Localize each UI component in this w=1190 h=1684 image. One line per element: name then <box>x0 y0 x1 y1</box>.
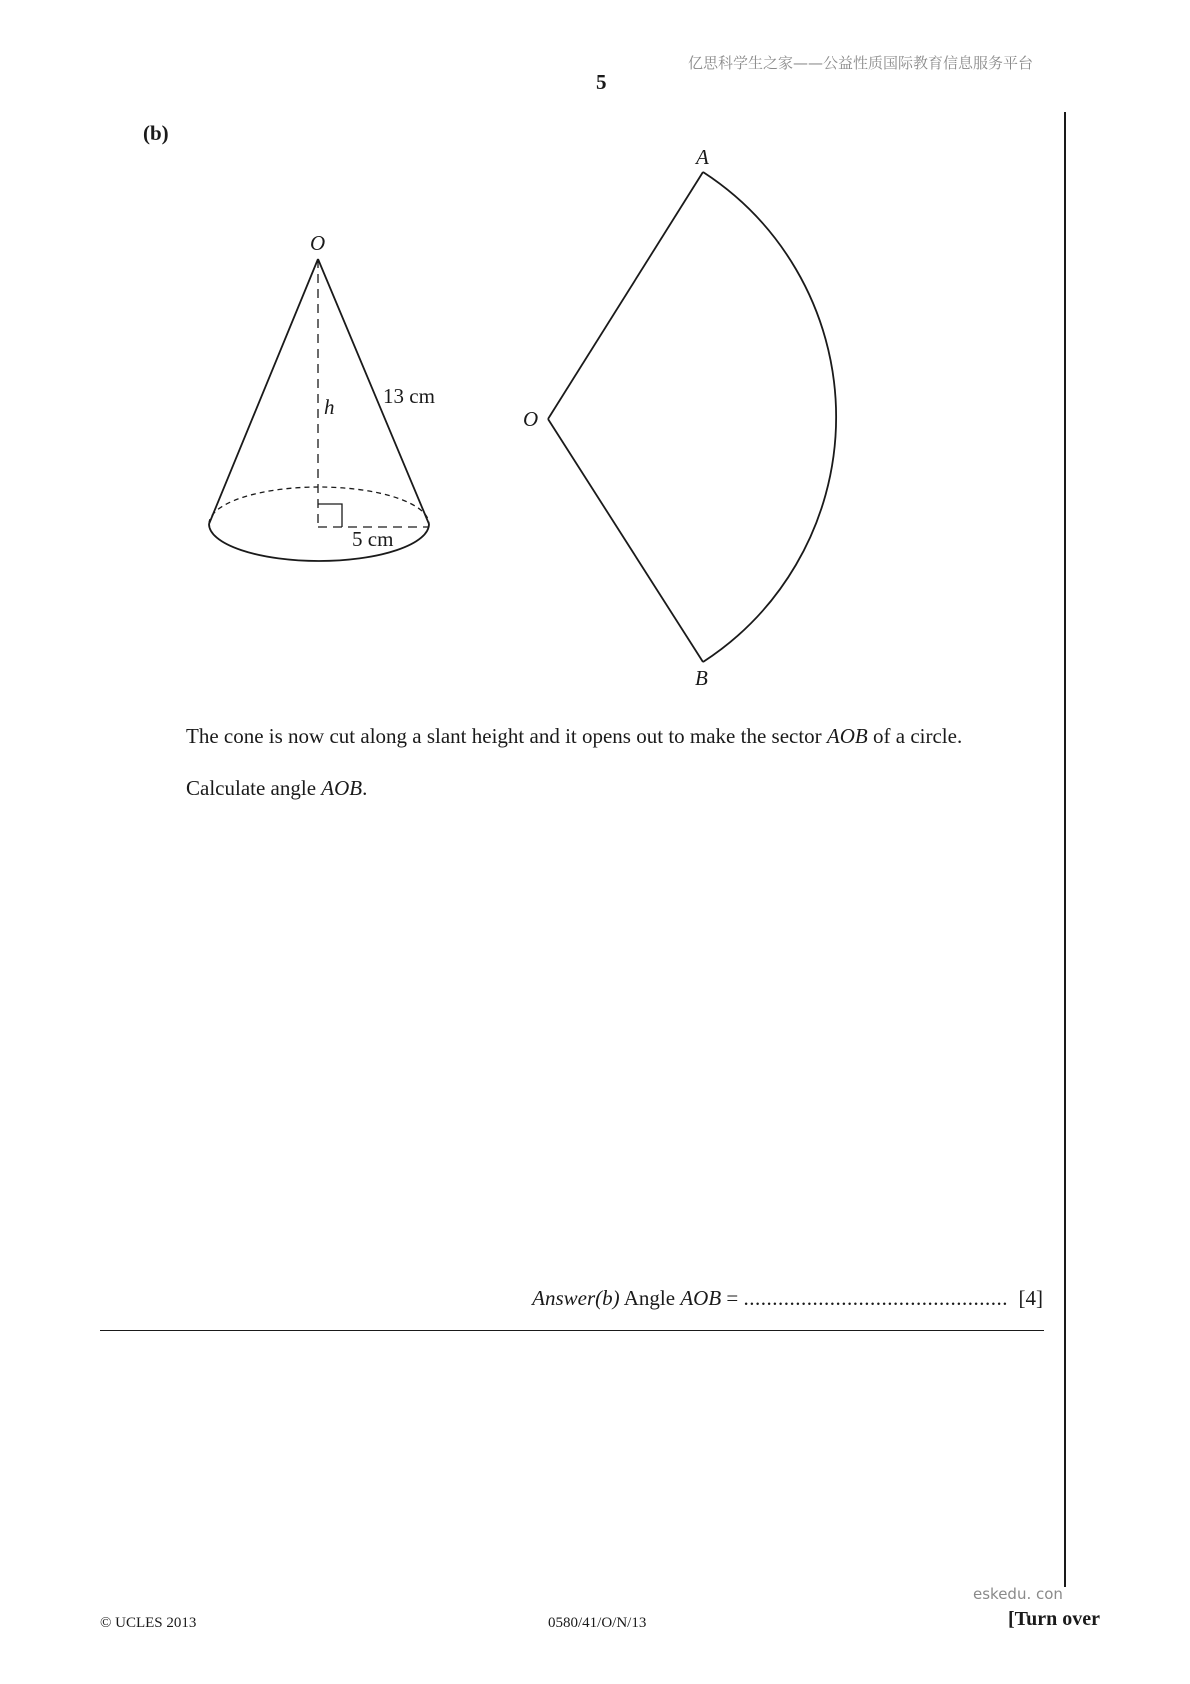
question-line1-var: AOB <box>826 724 868 748</box>
sector-label-b: B <box>695 666 708 690</box>
footer-copyright: © UCLES 2013 <box>100 1615 197 1631</box>
sector-radius-oa <box>548 172 703 419</box>
question-line1-pre: The cone is now cut along a slant height and it opens out to make the sector <box>186 724 827 748</box>
watermark-top: 亿思科学生之家——公益性质国际教育信息服务平台 <box>688 54 1034 72</box>
sector-label-a: A <box>696 145 709 169</box>
question-line2-pre: Calculate angle <box>186 776 322 800</box>
answer-blank[interactable]: .............................................. <box>743 1286 1008 1310</box>
turn-over-label: [Turn over <box>1008 1608 1101 1630</box>
answer-text: Angle <box>619 1286 681 1310</box>
watermark-bottom: eskedu. con <box>973 1585 1063 1603</box>
height-label: h <box>324 395 335 419</box>
question-line2-post: . <box>362 776 368 800</box>
question-text-line2 <box>186 776 367 801</box>
cone-base-front-arc <box>209 524 429 561</box>
answer-line <box>532 1286 1043 1311</box>
part-label: (b) <box>143 121 169 145</box>
sector-arc <box>703 172 836 662</box>
answer-equals: = <box>721 1286 744 1310</box>
section-divider <box>100 1330 1044 1331</box>
question-line1-post: of a circle. <box>867 724 963 748</box>
right-angle-marker <box>318 504 342 527</box>
question-text-line1 <box>186 724 962 749</box>
page-number: 5 <box>596 70 607 94</box>
footer-paper-code: 0580/41/O/N/13 <box>548 1615 647 1631</box>
cone-and-sector-figure <box>0 0 1190 720</box>
answer-prefix: Answer(b) <box>532 1286 620 1310</box>
answer-marks: [4] <box>1018 1286 1043 1310</box>
cone-left-slant <box>209 259 318 524</box>
radius-label: 5 cm <box>352 527 394 551</box>
answer-var: AOB <box>680 1286 722 1310</box>
sector-diagram <box>548 172 836 662</box>
question-line2-var: AOB <box>321 776 363 800</box>
sector-radius-ob <box>548 419 703 662</box>
cone-apex-label: O <box>310 231 326 255</box>
cone-diagram <box>209 259 429 561</box>
cone-base-back-arc <box>209 487 429 524</box>
sector-label-o: O <box>523 407 539 431</box>
slant-label: 13 cm <box>383 384 435 408</box>
